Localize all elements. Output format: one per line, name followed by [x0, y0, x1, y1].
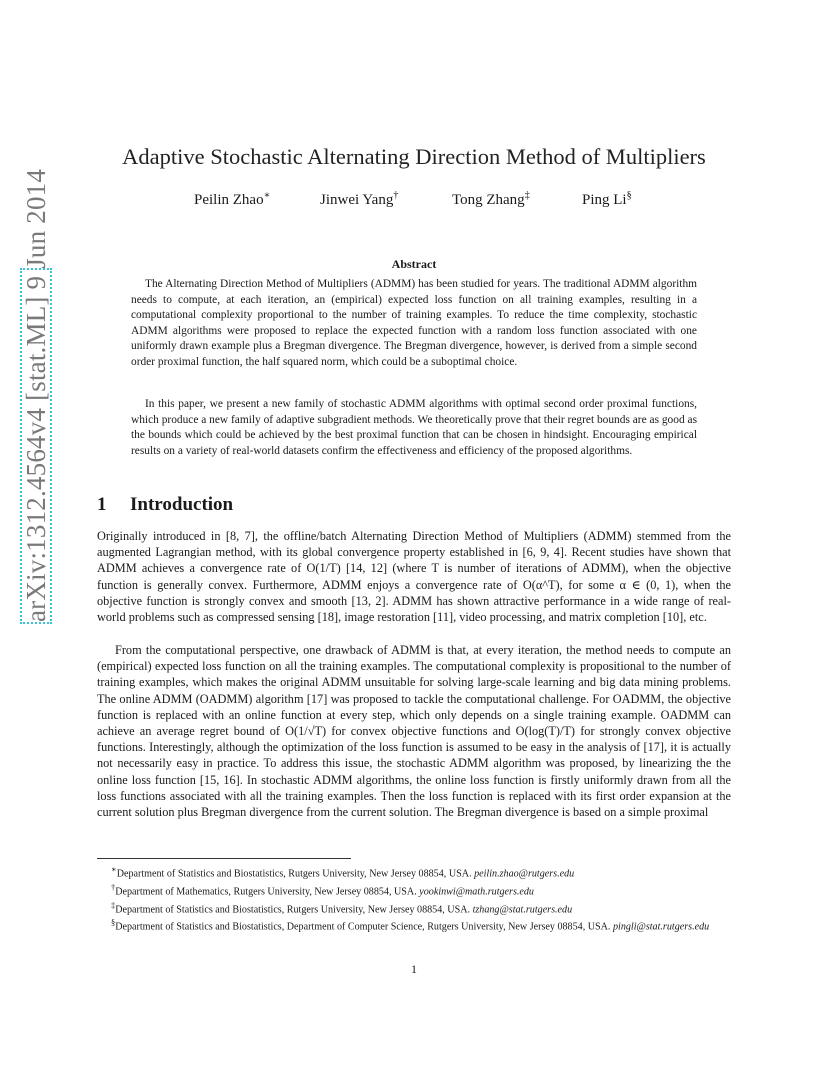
- abstract-paragraph-1: The Alternating Direction Method of Multipliers (ADMM) has been studied for years. The traditional ADMM algorithm needs to compute, at each iteration, an (empirical) expected loss function on all training examples, resulting in a computational complexity proportional to the number of training examples. To reduce the time complexity, stochastic ADMM algorithms were proposed to replace the expected function with a random loss function associated with one uniformly drawn example plus a Bregman divergence. The Bregman divergence, however, is derived from a simple second order proximal function, the half squared norm, which could be a suboptimal choice.: [131, 278, 697, 368]
- author-peilin-zhao: Peilin Zhao∗: [194, 190, 271, 208]
- footnote-email[interactable]: tzhang@stat.rutgers.edu: [472, 903, 573, 915]
- section-number: 1: [97, 494, 107, 515]
- paper-title: Adaptive Stochastic Alternating Direction Method of Multipliers: [122, 144, 706, 169]
- section-title: Introduction: [130, 494, 234, 515]
- footnote-email[interactable]: pingli@stat.rutgers.edu: [612, 921, 710, 933]
- intro-paragraph-2: From the computational perspective, one drawback of ADMM is that, at every iteration, the method needs to compute an (empirical) expected loss function on all the training examples. The computational complexity is propositional to the number of training examples, which makes the original ADMM unsuitable for solving large-scale learning and big data mining problems. The online ADMM (OADMM) algorithm [17] was proposed to tackle the computational challenge. For OADMM, the objective function is replaced with an online function at every step, which only depends on a single training example. OADMM can achieve an average regret bound of O(1/√T) for convex objective functions and O(log(T)/T) for strongly convex objective functions. Interestingly, although the optimization of the loss function is assumed to be easy in the analysis of [17], it is actually not necessarily easy in practice. To address this issue, the stochastic ADMM algorithm was proposed, by linearizing the the online loss function [15, 16]. In stochastic ADMM algorithms, the online loss function is firstly uniformly drawn from all the loss functions associated with all the training examples. Then the loss function is replaced with its first order expansion at the current solution plus Bregman divergence from the current solution. The Bregman divergence is based on a simple proximal: [97, 643, 731, 820]
- abstract-heading: Abstract: [391, 257, 437, 271]
- footnote-2: †Department of Mathematics, Rutgers University, New Jersey 08854, USA. yookinwi@math.rutgers.edu: [111, 882, 534, 898]
- arxiv-sidebar: [14, 168, 58, 624]
- footnote-divider: [97, 858, 351, 859]
- footnotes: [97, 863, 731, 934]
- footnote-email[interactable]: peilin.zhao@rutgers.edu: [474, 868, 575, 880]
- abstract-paragraph-2: In this paper, we present a new family of stochastic ADMM algorithms with optimal second order proximal functions, which produce a new family of adaptive subgradient methods. We theoretically prove that their regret bounds are as good as the bounds which could be achieved by the best proximal function that can be chosen in hindsight. Encouraging empirical results on a variety of real-world datasets confirm the effectiveness and efficiency of the proposed algorithms.: [131, 398, 697, 457]
- footnote-1: ∗Department of Statistics and Biostatistics, Rutgers University, New Jersey 08854, USA. peilin.zhao@rutgers.edu: [111, 865, 575, 880]
- arxiv-id-stamp[interactable]: arXiv:1312.4564v4 [stat.ML] 9 Jun 2014: [21, 168, 51, 622]
- footnote-3: ‡Department of Statistics and Biostatistics, Rutgers University, New Jersey 08854, USA. tzhang@stat.rutgers.edu: [111, 900, 573, 915]
- page-number: 1: [411, 962, 417, 976]
- author-tong-zhang: Tong Zhang‡: [452, 190, 530, 208]
- author-jinwei-yang: Jinwei Yang†: [320, 190, 399, 208]
- footnote-4: §Department of Statistics and Biostatistics, Department of Computer Science, Rutgers University, New Jersey 08854, USA. pingli@stat.rutgers.edu: [111, 918, 710, 933]
- author-ping-li: Ping Li§: [582, 190, 632, 208]
- intro-paragraph-1: Originally introduced in [8, 7], the offline/batch Alternating Direction Method of Multipliers (ADMM) stemmed from the augmented Lagrangian method, with its global convergence property established in [6, 9, 4]. Recent studies have shown that ADMM achieves a convergence rate of O(1/T) [14, 12] (where T is number of iterations of ADMM), when the objective function is generally convex. Furthermore, ADMM enjoys a convergence rate of O(α^T), for some α ∈ (0, 1), when the objective function is strongly convex and smooth [13, 2]. ADMM has shown attractive performance in a wide range of real-world problems such as compressed sensing [18], image restoration [11], video processing, and matrix completion [10], etc.: [97, 529, 731, 625]
- footnote-email[interactable]: yookinwi@math.rutgers.edu: [419, 886, 534, 898]
- section-heading-introduction: [97, 494, 233, 516]
